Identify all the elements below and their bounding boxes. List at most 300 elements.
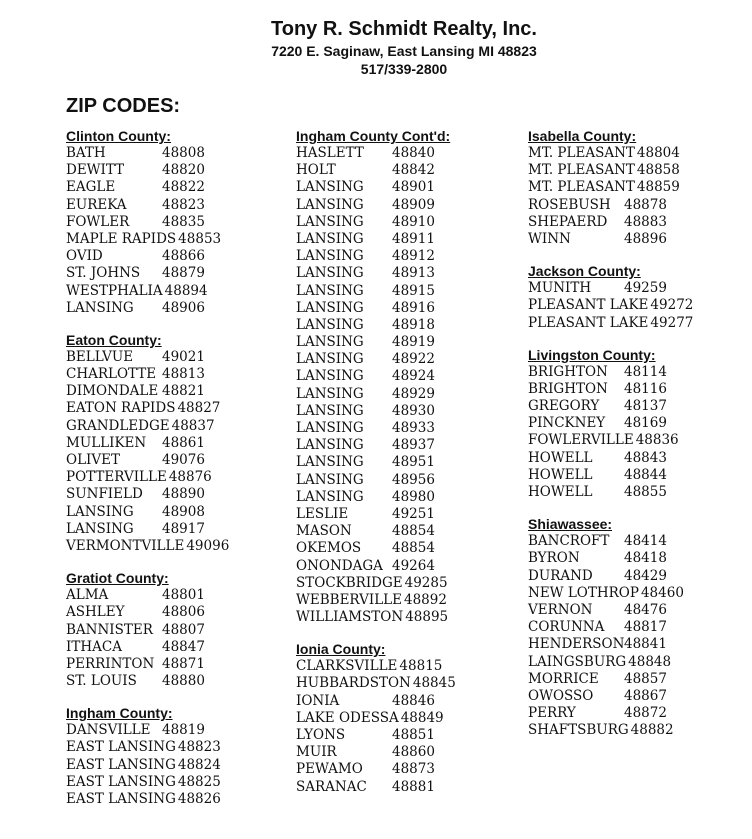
zip-entry: [296, 162, 456, 179]
city-name: DIMONDALE: [66, 383, 159, 400]
zip-entry: [296, 761, 456, 778]
zip-entry: [528, 450, 693, 467]
zip-entry: [296, 693, 456, 710]
city-name: MULLIKEN: [66, 434, 147, 451]
zip-code: 48892: [403, 591, 447, 608]
zip-code: 48842: [392, 162, 435, 179]
zip-entry: [66, 538, 229, 555]
zip-entry: [66, 452, 229, 469]
zip-code: 48817: [624, 619, 667, 636]
city-name: ALMA: [66, 587, 109, 604]
city-name: ASHLEY: [66, 604, 125, 621]
city-name: LANSING: [296, 196, 364, 213]
zip-code: 48876: [168, 469, 212, 486]
zip-entry: [66, 400, 229, 417]
county-block: [296, 128, 456, 626]
city-name: CHARLOTTE: [66, 366, 157, 383]
zip-entry: [66, 197, 229, 214]
city-name: HUBBARDSTON: [296, 675, 411, 692]
zip-code: 48137: [624, 398, 667, 415]
county-block: [528, 516, 693, 739]
zip-code: 48822: [162, 179, 205, 196]
zip-code: 48823: [177, 739, 221, 756]
city-name: OKEMOS: [296, 540, 362, 557]
zip-code: 49277: [650, 314, 694, 331]
city-name: HOWELL: [528, 484, 593, 500]
city-name: PEWAMO: [296, 761, 363, 778]
city-name: IONIA: [296, 692, 340, 709]
city-name: LANSING: [296, 213, 364, 230]
zip-entry: [66, 248, 229, 265]
zip-code: 48827: [177, 400, 221, 417]
letterhead: [0, 16, 752, 78]
zip-code: 48835: [162, 213, 205, 230]
zip-code: 48418: [624, 550, 667, 567]
city-name: BANNISTER: [66, 621, 153, 638]
zip-entry: [296, 334, 456, 351]
zip-code: 48848: [628, 653, 672, 670]
city-name: PERRY: [528, 705, 576, 722]
zip-entry: [296, 658, 456, 675]
zip-code: 48854: [392, 523, 435, 540]
column-2: [296, 128, 456, 811]
zip-code: 48890: [162, 486, 205, 503]
zip-code: 48858: [636, 162, 680, 179]
city-name: LANSING: [296, 368, 364, 385]
county-title: Eaton County:: [66, 331, 162, 348]
zip-entry: [66, 521, 229, 538]
city-name: PLEASANT LAKE: [528, 314, 649, 331]
zip-code: 48841: [624, 636, 667, 653]
county-title: Livingston County:: [528, 346, 656, 363]
county-title: Gratiot County:: [66, 570, 169, 587]
zip-entry: [296, 437, 456, 454]
county-block: [528, 128, 693, 248]
zip-entry: [66, 739, 229, 756]
zip-code: 48915: [392, 282, 435, 299]
city-name: WINN: [528, 230, 571, 247]
zip-entry: [66, 283, 229, 300]
zip-entry: [296, 351, 456, 368]
zip-entry: [296, 300, 456, 317]
zip-code: 49096: [186, 537, 230, 554]
zip-entry: [296, 265, 456, 282]
county-title: Ingham County:: [66, 705, 173, 722]
city-name: LANSING: [66, 503, 134, 520]
city-name: PLEASANT LAKE: [528, 297, 649, 314]
zip-entry: [66, 383, 229, 400]
zip-code: 48908: [162, 503, 205, 520]
city-name: POTTERVILLE: [66, 469, 167, 486]
zip-entry: [66, 214, 229, 231]
city-name: PERRINTON: [66, 655, 155, 672]
city-name: ST. JOHNS: [66, 265, 141, 282]
city-name: EAGLE: [66, 179, 116, 196]
zip-code: 48857: [624, 670, 667, 687]
zip-entry: [528, 619, 693, 636]
zip-code: 48913: [392, 265, 435, 282]
county-title: Isabella County:: [528, 128, 637, 144]
zip-entry: [528, 585, 693, 602]
zip-entry: [296, 592, 456, 609]
zip-code: 48824: [177, 756, 221, 773]
city-name: EAST LANSING: [66, 739, 176, 756]
zip-code: 48933: [392, 420, 435, 436]
zip-entry: [296, 558, 456, 575]
city-name: HOWELL: [528, 466, 593, 483]
zip-code: 48843: [624, 449, 667, 466]
zip-entry: [528, 467, 693, 484]
zip-entry: [296, 231, 456, 248]
zip-entry: [66, 639, 229, 656]
city-name: GREGORY: [528, 398, 600, 415]
city-name: SHEPAERD: [528, 213, 608, 230]
zip-entry: [66, 486, 229, 503]
zip-code: 48918: [392, 316, 435, 333]
zip-entry: [66, 179, 229, 196]
zip-entry: [528, 280, 693, 297]
city-name: BANCROFT: [528, 533, 610, 550]
city-name: LANSING: [296, 420, 364, 436]
zip-entry: [66, 300, 229, 317]
zip-code: 48836: [635, 432, 679, 449]
zip-code: 48866: [162, 248, 205, 265]
zip-entry: [296, 609, 456, 626]
city-name: MUNITH: [528, 280, 592, 297]
city-name: LANSING: [296, 488, 364, 505]
zip-code: 48169: [624, 415, 667, 432]
city-name: LAINGSBURG: [528, 653, 627, 670]
city-name: LANSING: [296, 471, 364, 488]
zip-entry: [66, 791, 229, 808]
zip-code: 48929: [392, 385, 435, 402]
zip-code: 48414: [624, 533, 667, 550]
county-block: [66, 570, 229, 690]
city-name: LANSING: [296, 248, 364, 265]
city-name: BATH: [66, 145, 106, 161]
zip-code: 49251: [392, 505, 435, 522]
zip-code: 48853: [178, 230, 222, 247]
city-name: FOWLERVILLE: [528, 432, 634, 449]
zip-entry: [66, 757, 229, 774]
city-name: FOWLER: [66, 213, 130, 230]
company-name: Tony R. Schmidt Realty, Inc.: [271, 18, 537, 40]
zip-code: 48840: [392, 145, 435, 161]
county-block: [66, 705, 229, 808]
column-3: [528, 128, 693, 754]
zip-code: 48882: [630, 722, 674, 739]
zip-entry: [66, 145, 229, 162]
city-name: ROSEBUSH: [528, 196, 611, 213]
zip-code: 48910: [392, 213, 435, 230]
zip-code: 48801: [162, 587, 205, 604]
zip-entry: [528, 415, 693, 432]
zip-code: 48813: [162, 366, 205, 383]
zip-entry: [296, 489, 456, 506]
zip-code: 48114: [624, 363, 667, 380]
city-name: EATON RAPIDS: [66, 400, 176, 417]
zip-entry: [296, 283, 456, 300]
city-name: OLIVET: [66, 452, 120, 468]
zip-code: 48916: [392, 299, 435, 316]
column-1: [66, 128, 229, 823]
zip-entry: [66, 231, 229, 248]
zip-code: 48930: [392, 402, 435, 419]
zip-entry: [66, 587, 229, 604]
zip-entry: [528, 381, 693, 398]
zip-entry: [296, 523, 456, 540]
zip-entry: [528, 398, 693, 415]
zip-code: 48872: [624, 705, 667, 722]
zip-entry: [296, 744, 456, 761]
zip-entry: [528, 315, 693, 332]
zip-entry: [528, 432, 693, 449]
city-name: EUREKA: [66, 196, 127, 213]
city-name: DURAND: [528, 567, 593, 584]
zip-code: 48881: [392, 778, 435, 795]
city-name: LANSING: [296, 334, 364, 351]
zip-code: 48825: [177, 773, 221, 790]
zip-code: 48909: [392, 196, 435, 213]
city-name: NEW LOTHROP: [528, 584, 639, 601]
zip-entry: [66, 162, 229, 179]
zip-code: 48880: [162, 673, 205, 690]
city-name: LANSING: [296, 299, 364, 316]
city-name: SUNFIELD: [66, 486, 143, 503]
city-name: LAKE ODESSA: [296, 709, 399, 726]
city-name: MT. PLEASANT: [528, 145, 635, 161]
zip-entry: [296, 179, 456, 196]
zip-code: 48826: [177, 791, 221, 807]
zip-entry: [528, 297, 693, 314]
zip-entry: [66, 673, 229, 690]
city-name: HOWELL: [528, 449, 593, 466]
zip-code: 48821: [162, 383, 205, 400]
zip-entry: [528, 705, 693, 722]
zip-code: 48896: [624, 230, 667, 247]
zip-codes-heading: ZIP CODES:: [66, 95, 181, 117]
city-name: HOLT: [296, 162, 336, 179]
zip-code: 49021: [162, 348, 205, 365]
zip-entry: [528, 145, 693, 162]
city-name: LANSING: [296, 385, 364, 402]
zip-entry: [296, 454, 456, 471]
zip-code: 48951: [392, 454, 435, 471]
city-name: ONONDAGA: [296, 557, 383, 574]
zip-entry: [66, 656, 229, 673]
zip-code: 48476: [624, 601, 667, 618]
zip-entry: [66, 774, 229, 791]
city-name: DANSVILLE: [66, 722, 151, 739]
zip-code: 48845: [412, 675, 456, 692]
county-title: Jackson County:: [528, 263, 641, 280]
city-name: OWOSSO: [528, 687, 594, 704]
county-title: Ionia County:: [296, 641, 386, 658]
zip-entry: [66, 435, 229, 452]
company-address: 7220 E. Saginaw, East Lansing MI 48823: [271, 43, 537, 59]
zip-code: 48861: [162, 434, 205, 451]
city-name: VERNON: [528, 601, 593, 618]
city-name: MAPLE RAPIDS: [66, 230, 177, 247]
zip-code: 48844: [624, 466, 667, 483]
zip-code: 48980: [392, 488, 435, 505]
county-title: Ingham County Cont'd:: [296, 128, 451, 144]
city-name: LANSING: [296, 265, 364, 282]
zip-entry: [66, 469, 229, 486]
county-block: [296, 641, 456, 796]
zip-entry: [296, 675, 456, 692]
city-name: SHAFTSBURG: [528, 722, 629, 739]
zip-code: 48854: [392, 540, 435, 557]
city-name: ITHACA: [66, 638, 122, 655]
city-name: EAST LANSING: [66, 756, 176, 773]
city-name: LYONS: [296, 727, 346, 743]
city-name: HENDERSON: [528, 636, 625, 653]
zip-code: 48912: [392, 248, 435, 265]
zip-entry: [528, 197, 693, 214]
zip-entry: [528, 364, 693, 381]
zip-code: 48807: [162, 621, 205, 638]
city-name: BELLVUE: [66, 348, 134, 365]
zip-entry: [66, 418, 229, 435]
zip-code: 48847: [162, 638, 205, 655]
zip-code: 48894: [164, 282, 208, 299]
zip-entry: [296, 575, 456, 592]
zip-entry: [296, 368, 456, 385]
zip-code: 48855: [624, 484, 667, 500]
zip-entry: [528, 533, 693, 550]
city-name: PINCKNEY: [528, 415, 606, 432]
zip-entry: [528, 179, 693, 196]
zip-code: 49272: [650, 297, 694, 314]
zip-code: 48429: [624, 567, 667, 584]
zip-code: 48871: [162, 655, 205, 672]
zip-code: 49259: [624, 280, 667, 297]
zip-code: 48837: [171, 417, 215, 434]
city-name: EAST LANSING: [66, 773, 176, 790]
zip-code: 48937: [392, 437, 435, 454]
county-block: [66, 332, 229, 555]
zip-code: 48917: [162, 520, 205, 537]
zip-code: 48883: [624, 213, 667, 230]
city-name: GRANDLEDGE: [66, 417, 170, 434]
zip-entry: [66, 622, 229, 639]
zip-code: 49285: [404, 574, 448, 591]
zip-entry: [296, 214, 456, 231]
zip-entry: [66, 349, 229, 366]
county-title: Shiawassee:: [528, 516, 613, 533]
city-name: MUIR: [296, 744, 337, 761]
zip-code: 48823: [162, 196, 205, 213]
zip-code: 48878: [624, 196, 667, 213]
zip-code: 48919: [392, 334, 435, 351]
city-name: MT. PLEASANT: [528, 162, 635, 179]
zip-entry: [296, 540, 456, 557]
city-name: VERMONTVILLE: [66, 537, 185, 554]
zip-entry: [66, 504, 229, 521]
city-name: EAST LANSING: [66, 791, 176, 807]
zip-entry: [66, 265, 229, 282]
zip-entry: [528, 602, 693, 619]
county-block: [528, 347, 693, 502]
city-name: LANSING: [296, 402, 364, 419]
zip-entry: [528, 654, 693, 671]
city-name: WESTPHALIA: [66, 282, 163, 299]
zip-entry: [296, 506, 456, 523]
zip-code: 48867: [624, 687, 667, 704]
zip-code: 48806: [162, 604, 205, 621]
zip-entry: [296, 145, 456, 162]
city-name: LANSING: [66, 520, 134, 537]
zip-code: 48859: [636, 179, 680, 196]
company-phone: 517/339-2800: [360, 61, 448, 77]
zip-code: 48906: [162, 299, 205, 316]
zip-code: 48879: [162, 265, 205, 282]
zip-code: 49076: [162, 452, 205, 468]
city-name: LANSING: [296, 230, 364, 247]
city-name: LANSING: [296, 454, 364, 471]
zip-code: 48804: [636, 145, 680, 161]
city-name: STOCKBRIDGE: [296, 574, 403, 591]
zip-entry: [528, 636, 693, 653]
zip-code: 48873: [392, 761, 435, 778]
zip-entry: [528, 484, 693, 501]
city-name: MASON: [296, 523, 352, 540]
zip-code: 49264: [392, 557, 435, 574]
city-name: WILLIAMSTON: [296, 609, 404, 626]
zip-code: 48849: [400, 709, 444, 726]
zip-entry: [66, 604, 229, 621]
zip-code: 48808: [162, 145, 205, 161]
zip-code: 48851: [392, 727, 435, 743]
city-name: HASLETT: [296, 145, 364, 161]
city-name: WEBBERVILLE: [296, 591, 402, 608]
city-name: CLARKSVILLE: [296, 658, 398, 675]
zip-entry: [528, 231, 693, 248]
city-name: SARANAC: [296, 778, 367, 795]
zip-code: 48922: [392, 351, 435, 368]
city-name: LANSING: [66, 299, 134, 316]
zip-entry: [296, 710, 456, 727]
zip-code: 48956: [392, 471, 435, 488]
zip-code: 48815: [399, 658, 443, 675]
city-name: LANSING: [296, 282, 364, 299]
city-name: DEWITT: [66, 162, 125, 179]
city-name: BYRON: [528, 550, 580, 567]
county-block: [66, 128, 229, 317]
zip-entry: [66, 366, 229, 383]
zip-code: 48846: [392, 692, 435, 709]
zip-code: 48819: [162, 722, 205, 739]
zip-code: 48460: [640, 584, 684, 601]
zip-entry: [296, 403, 456, 420]
city-name: CORUNNA: [528, 619, 605, 636]
city-name: OVID: [66, 248, 103, 265]
zip-entry: [296, 779, 456, 796]
zip-entry: [296, 386, 456, 403]
city-name: LANSING: [296, 316, 364, 333]
city-name: MT. PLEASANT: [528, 179, 635, 196]
zip-code: 48116: [624, 380, 667, 397]
city-name: BRIGHTON: [528, 363, 608, 380]
city-name: LANSING: [296, 437, 364, 454]
zip-entry: [528, 688, 693, 705]
city-name: BRIGHTON: [528, 380, 608, 397]
zip-entry: [296, 248, 456, 265]
zip-code: 48895: [405, 609, 449, 626]
zip-entry: [528, 671, 693, 688]
zip-code: 48901: [392, 179, 435, 196]
